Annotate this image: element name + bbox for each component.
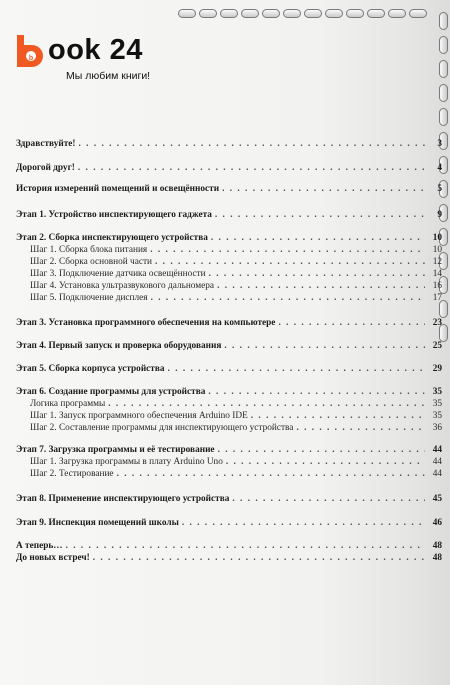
ring-icon (439, 12, 448, 30)
toc-entry-title: Шаг 1. Запуск программного обеспечения Arduino IDE (30, 411, 248, 421)
toc-entry-page: 10 (432, 245, 442, 255)
toc-entry[interactable] (16, 386, 442, 398)
toc-leader-dots (217, 281, 425, 292)
toc-entry-page: 35 (432, 387, 442, 397)
toc-entry-page: 48 (432, 553, 442, 563)
toc-entry[interactable] (16, 398, 442, 410)
toc-entry[interactable] (16, 517, 442, 529)
toc-entry-page: 48 (432, 541, 442, 551)
toc-entry[interactable] (16, 540, 442, 552)
toc-entry-title: Шаг 5. Подключение дисплея (30, 293, 148, 303)
toc-leader-dots (218, 445, 425, 456)
toc-entry[interactable] (16, 292, 442, 304)
toc-entry[interactable] (16, 268, 442, 280)
toc-leader-dots (108, 399, 425, 410)
toc-entry-title: Этап 1. Устройство инспектирующего гаджета (16, 210, 212, 220)
toc-entry-page: 35 (432, 399, 442, 409)
toc-leader-dots (93, 553, 425, 564)
toc-entry-page: 14 (432, 269, 442, 279)
toc-leader-dots (296, 423, 425, 434)
ring-icon (439, 60, 448, 78)
ring-icon (220, 9, 238, 18)
toc-entry[interactable] (16, 317, 442, 329)
toc-entry-page: 29 (432, 364, 442, 374)
toc-leader-dots (168, 364, 425, 375)
toc-entry-page: 4 (437, 163, 442, 173)
toc-entry-page: 45 (432, 494, 442, 504)
toc-entry[interactable] (16, 280, 442, 292)
toc-entry[interactable] (16, 256, 442, 268)
toc-entry-title: Этап 9. Инспекция помещений школы (16, 518, 179, 528)
ring-icon (388, 9, 406, 18)
toc-entry-page: 23 (432, 318, 442, 328)
toc-entry-title: Этап 6. Создание программы для устройства (16, 387, 206, 397)
logo-slogan: Мы любим книги! (66, 70, 151, 82)
toc-entry[interactable] (16, 162, 442, 174)
ring-icon (409, 9, 427, 18)
book24-b-icon (14, 34, 44, 68)
toc-entry[interactable] (16, 456, 442, 468)
ring-icon (178, 9, 196, 18)
toc-leader-dots (251, 411, 425, 422)
ring-icon (439, 108, 448, 126)
logo-letter: b (28, 55, 34, 62)
toc-entry[interactable] (16, 244, 442, 256)
toc-entry[interactable] (16, 183, 442, 195)
toc-entry-title: А теперь… (16, 541, 63, 551)
toc-entry-title: История измерений помещений и освещённости (16, 184, 220, 194)
toc-leader-dots (182, 518, 425, 529)
ring-icon (346, 9, 364, 18)
toc-entry-page: 35 (432, 411, 442, 421)
ring-icon (367, 9, 385, 18)
toc-entry-title: Этап 5. Сборка корпуса устройства (16, 364, 165, 374)
toc-entry[interactable] (16, 232, 442, 244)
toc-entry-title: Шаг 2. Тестирование (30, 469, 114, 479)
toc-leader-dots (155, 257, 425, 268)
toc-entry[interactable] (16, 138, 442, 150)
toc-entry-title: Этап 4. Первый запуск и проверка оборудования (16, 341, 222, 351)
toc-entry[interactable] (16, 422, 442, 434)
toc-entry-page: 16 (432, 281, 442, 291)
toc-entry-page: 36 (432, 423, 442, 433)
toc-entry-title: Логика программы (30, 399, 106, 409)
toc-leader-dots (78, 163, 425, 174)
toc-leader-dots (215, 210, 425, 221)
toc-entry[interactable] (16, 552, 442, 564)
spiral-binding-top (178, 9, 440, 23)
toc-entry-title: Шаг 2. Составление программы для инспектирующего устройства (30, 423, 294, 433)
toc-entry-title: Шаг 1. Сборка блока питания (30, 245, 148, 255)
toc-leader-dots (208, 387, 425, 398)
ring-icon (241, 9, 259, 18)
toc-entry-page: 5 (437, 184, 442, 194)
toc-entry-page: 46 (432, 518, 442, 528)
toc-entry-title: Этап 2. Сборка инспектирующего устройства (16, 233, 208, 243)
toc-leader-dots (151, 293, 425, 304)
ring-icon (304, 9, 322, 18)
toc-entry-title: Шаг 4. Установка ультразвукового дальномера (30, 281, 215, 291)
toc-leader-dots (222, 184, 425, 195)
toc-entry-title: Шаг 1. Загрузка программы в плату Arduino Uno (30, 457, 223, 467)
toc-entry-page: 12 (432, 257, 442, 267)
toc-entry[interactable] (16, 340, 442, 352)
toc-entry[interactable] (16, 468, 442, 480)
ring-icon (439, 84, 448, 102)
toc-entry-page: 44 (432, 457, 442, 467)
toc-entry-page: 44 (432, 445, 442, 455)
toc-entry-page: 3 (437, 139, 442, 149)
ring-icon (439, 36, 448, 54)
toc-entry[interactable] (16, 209, 442, 221)
toc-entry-title: Этап 8. Применение инспектирующего устройства (16, 494, 230, 504)
toc-entry-title: Этап 3. Установка программного обеспечения на компьютере (16, 318, 276, 328)
toc-entry[interactable] (16, 493, 442, 505)
ring-icon (262, 9, 280, 18)
toc-leader-dots (224, 341, 425, 352)
toc-leader-dots (232, 494, 425, 505)
toc-entry[interactable] (16, 410, 442, 422)
toc-entry-title: Этап 7. Загрузка программы и её тестирование (16, 445, 215, 455)
toc-leader-dots (226, 457, 425, 468)
toc-leader-dots (209, 269, 425, 280)
toc-leader-dots (66, 541, 425, 552)
toc-entry-page: 17 (432, 293, 442, 303)
logo-wordmark: ook 24 (48, 34, 143, 66)
toc-leader-dots (150, 245, 425, 256)
toc-entry-title: Шаг 2. Сборка основной части (30, 257, 153, 267)
toc-leader-dots (211, 233, 425, 244)
toc-entry-page: 10 (432, 233, 442, 243)
toc-entry[interactable] (16, 444, 442, 456)
toc-entry-title: Шаг 3. Подключение датчика освещённости (30, 269, 206, 279)
toc-entry-page: 44 (432, 469, 442, 479)
toc-entry[interactable] (16, 363, 442, 375)
toc-entry-page: 9 (437, 210, 442, 220)
toc-entry-title: До новых встреч! (16, 553, 90, 563)
book24-logo[interactable] (14, 30, 184, 90)
toc-leader-dots (278, 318, 425, 329)
toc-entry-title: Дорогой друг! (16, 163, 75, 173)
toc-entry-page: 25 (432, 341, 442, 351)
toc-leader-dots (79, 139, 425, 150)
ring-icon (199, 9, 217, 18)
ring-icon (283, 9, 301, 18)
toc-entry-title: Здравствуйте! (16, 139, 76, 149)
toc-leader-dots (117, 469, 425, 480)
ring-icon (325, 9, 343, 18)
